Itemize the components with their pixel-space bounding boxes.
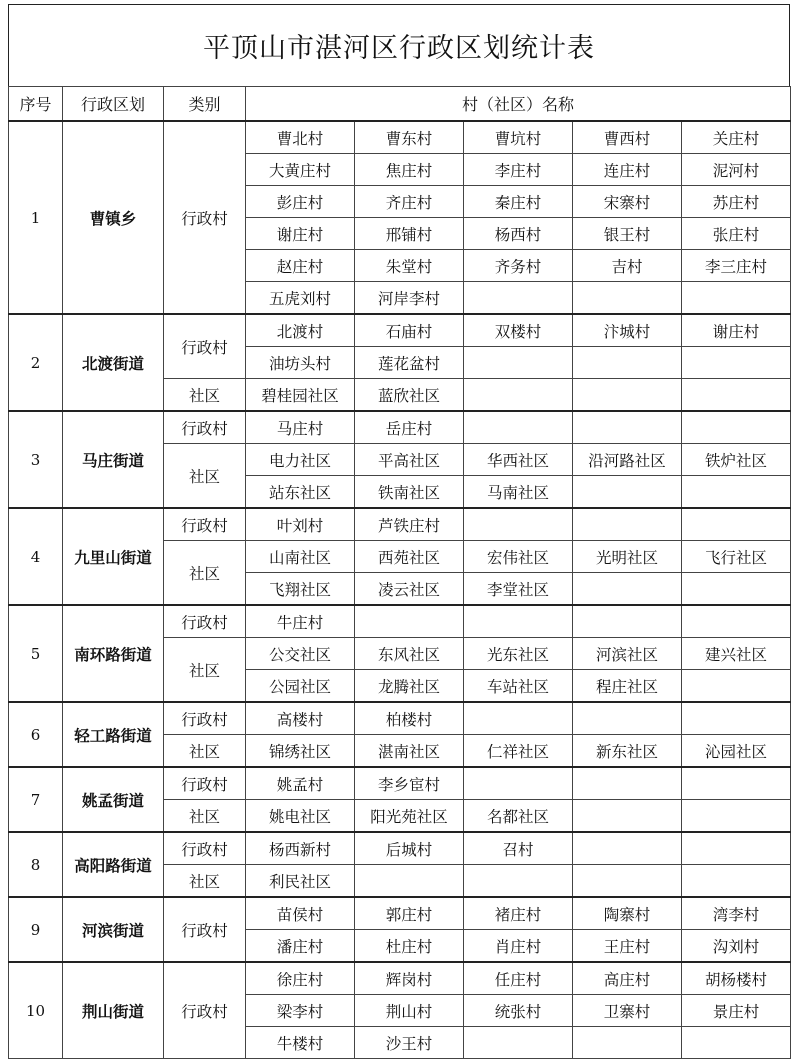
village-name-cell: 阳光苑社区 (355, 800, 464, 833)
category-cell: 行政村 (164, 962, 246, 1059)
village-name-cell: 焦庄村 (355, 154, 464, 186)
village-name-cell (573, 1027, 682, 1059)
village-name-cell: 彭庄村 (246, 186, 355, 218)
table-row (9, 314, 791, 347)
category-cell: 行政村 (164, 605, 246, 638)
village-name-cell: 银王村 (573, 218, 682, 250)
village-name-cell (573, 476, 682, 509)
table-row (9, 605, 791, 638)
village-name-cell: 苗侯村 (246, 897, 355, 930)
statistics-sheet (8, 4, 790, 1059)
village-name-cell: 马南社区 (464, 476, 573, 509)
village-name-cell: 齐务村 (464, 250, 573, 282)
village-name-cell (682, 508, 791, 541)
village-name-cell (573, 832, 682, 865)
table-row (9, 702, 791, 735)
village-name-cell: 莲花盆村 (355, 347, 464, 379)
village-name-cell: 汴城村 (573, 314, 682, 347)
village-name-cell (682, 702, 791, 735)
category-cell: 行政村 (164, 897, 246, 962)
village-name-cell: 牛楼村 (246, 1027, 355, 1059)
category-cell: 社区 (164, 638, 246, 703)
village-name-cell: 碧桂园社区 (246, 379, 355, 412)
category-cell: 社区 (164, 444, 246, 509)
village-name-cell (573, 605, 682, 638)
village-name-cell: 东风社区 (355, 638, 464, 670)
village-name-cell: 姚孟村 (246, 767, 355, 800)
village-name-cell: 邢铺村 (355, 218, 464, 250)
category-cell: 社区 (164, 800, 246, 833)
village-name-cell: 梁李村 (246, 995, 355, 1027)
village-name-cell: 叶刘村 (246, 508, 355, 541)
header-district: 行政区划 (63, 87, 164, 122)
division-table (8, 86, 791, 1059)
village-name-cell (573, 508, 682, 541)
village-name-cell: 关庄村 (682, 121, 791, 154)
village-name-cell: 齐庄村 (355, 186, 464, 218)
village-name-cell (682, 347, 791, 379)
village-name-cell (464, 411, 573, 444)
seq-cell: 6 (9, 702, 63, 767)
village-name-cell: 陶寨村 (573, 897, 682, 930)
village-name-cell: 沙王村 (355, 1027, 464, 1059)
village-name-cell: 光东社区 (464, 638, 573, 670)
village-name-cell (573, 573, 682, 606)
village-name-cell: 杨西村 (464, 218, 573, 250)
village-name-cell: 站东社区 (246, 476, 355, 509)
village-name-cell: 利民社区 (246, 865, 355, 898)
district-name-cell: 荆山街道 (63, 962, 164, 1059)
village-name-cell: 北渡村 (246, 314, 355, 347)
table-row (9, 897, 791, 930)
village-name-cell (573, 767, 682, 800)
village-name-cell: 公园社区 (246, 670, 355, 703)
village-name-cell: 后城村 (355, 832, 464, 865)
village-name-cell: 统张村 (464, 995, 573, 1027)
category-cell: 行政村 (164, 832, 246, 865)
category-cell: 社区 (164, 541, 246, 606)
village-name-cell: 车站社区 (464, 670, 573, 703)
village-name-cell: 油坊头村 (246, 347, 355, 379)
village-name-cell (464, 379, 573, 412)
village-name-cell (464, 865, 573, 898)
village-name-cell: 沿河路社区 (573, 444, 682, 476)
village-name-cell: 召村 (464, 832, 573, 865)
category-cell: 社区 (164, 735, 246, 768)
table-row (9, 411, 791, 444)
village-name-cell: 李庄村 (464, 154, 573, 186)
category-cell: 行政村 (164, 702, 246, 735)
village-name-cell: 蓝欣社区 (355, 379, 464, 412)
village-name-cell: 赵庄村 (246, 250, 355, 282)
category-cell: 社区 (164, 865, 246, 898)
district-name-cell: 北渡街道 (63, 314, 164, 411)
village-name-cell: 杜庄村 (355, 930, 464, 963)
village-name-cell: 电力社区 (246, 444, 355, 476)
village-name-cell: 铁炉社区 (682, 444, 791, 476)
village-name-cell (682, 605, 791, 638)
village-name-cell: 石庙村 (355, 314, 464, 347)
village-name-cell (573, 411, 682, 444)
table-row (9, 962, 791, 995)
village-name-cell: 朱堂村 (355, 250, 464, 282)
village-name-cell (464, 282, 573, 315)
category-cell: 行政村 (164, 314, 246, 379)
village-name-cell: 光明社区 (573, 541, 682, 573)
village-name-cell: 沟刘村 (682, 930, 791, 963)
village-name-cell: 岳庄村 (355, 411, 464, 444)
village-name-cell (355, 865, 464, 898)
village-name-cell: 宋寨村 (573, 186, 682, 218)
district-name-cell: 曹镇乡 (63, 121, 164, 314)
village-name-cell (682, 282, 791, 315)
village-name-cell: 平高社区 (355, 444, 464, 476)
village-name-cell: 曹东村 (355, 121, 464, 154)
village-name-cell: 吉村 (573, 250, 682, 282)
village-name-cell: 牛庄村 (246, 605, 355, 638)
seq-cell: 7 (9, 767, 63, 832)
village-name-cell (464, 605, 573, 638)
village-name-cell: 高庄村 (573, 962, 682, 995)
village-name-cell: 河滨社区 (573, 638, 682, 670)
village-name-cell (573, 800, 682, 833)
seq-cell: 10 (9, 962, 63, 1059)
village-name-cell: 河岸李村 (355, 282, 464, 315)
district-name-cell: 轻工路街道 (63, 702, 164, 767)
village-name-cell (682, 476, 791, 509)
village-name-cell (573, 379, 682, 412)
village-name-cell: 新东社区 (573, 735, 682, 768)
header-names: 村（社区）名称 (246, 87, 791, 122)
village-name-cell: 芦铁庄村 (355, 508, 464, 541)
village-name-cell (682, 573, 791, 606)
village-name-cell: 沁园社区 (682, 735, 791, 768)
header-seq: 序号 (9, 87, 63, 122)
category-cell: 社区 (164, 379, 246, 412)
village-name-cell: 公交社区 (246, 638, 355, 670)
district-name-cell: 南环路街道 (63, 605, 164, 702)
village-name-cell: 李乡宦村 (355, 767, 464, 800)
village-name-cell: 宏伟社区 (464, 541, 573, 573)
village-name-cell (464, 1027, 573, 1059)
table-body (9, 121, 791, 1059)
village-name-cell: 胡杨楼村 (682, 962, 791, 995)
page-title: 平顶山市湛河区行政区划统计表 (8, 4, 790, 86)
village-name-cell: 谢庄村 (246, 218, 355, 250)
village-name-cell: 凌云社区 (355, 573, 464, 606)
village-name-cell (464, 767, 573, 800)
district-name-cell: 高阳路街道 (63, 832, 164, 897)
seq-cell: 2 (9, 314, 63, 411)
district-name-cell: 姚孟街道 (63, 767, 164, 832)
table-row (9, 832, 791, 865)
village-name-cell: 名都社区 (464, 800, 573, 833)
village-name-cell (682, 1027, 791, 1059)
village-name-cell (682, 767, 791, 800)
village-name-cell: 张庄村 (682, 218, 791, 250)
village-name-cell (573, 865, 682, 898)
seq-cell: 8 (9, 832, 63, 897)
village-name-cell: 龙腾社区 (355, 670, 464, 703)
village-name-cell: 湾李村 (682, 897, 791, 930)
village-name-cell: 卫寨村 (573, 995, 682, 1027)
district-name-cell: 马庄街道 (63, 411, 164, 508)
seq-cell: 4 (9, 508, 63, 605)
village-name-cell: 辉岗村 (355, 962, 464, 995)
village-name-cell: 褚庄村 (464, 897, 573, 930)
village-name-cell (682, 411, 791, 444)
village-name-cell: 华西社区 (464, 444, 573, 476)
village-name-cell (682, 670, 791, 703)
village-name-cell (355, 605, 464, 638)
village-name-cell (573, 702, 682, 735)
village-name-cell: 飞翔社区 (246, 573, 355, 606)
village-name-cell: 仁祥社区 (464, 735, 573, 768)
village-name-cell: 潘庄村 (246, 930, 355, 963)
village-name-cell: 郭庄村 (355, 897, 464, 930)
village-name-cell: 任庄村 (464, 962, 573, 995)
village-name-cell (682, 800, 791, 833)
village-name-cell: 西苑社区 (355, 541, 464, 573)
seq-cell: 5 (9, 605, 63, 702)
village-name-cell: 飞行社区 (682, 541, 791, 573)
seq-cell: 3 (9, 411, 63, 508)
village-name-cell (573, 282, 682, 315)
table-row (9, 121, 791, 154)
category-cell: 行政村 (164, 767, 246, 800)
village-name-cell (573, 347, 682, 379)
village-name-cell: 柏楼村 (355, 702, 464, 735)
table-row (9, 508, 791, 541)
village-name-cell: 苏庄村 (682, 186, 791, 218)
header-category: 类别 (164, 87, 246, 122)
category-cell: 行政村 (164, 508, 246, 541)
village-name-cell: 曹北村 (246, 121, 355, 154)
header-row (9, 87, 791, 122)
district-name-cell: 九里山街道 (63, 508, 164, 605)
village-name-cell: 双楼村 (464, 314, 573, 347)
village-name-cell (682, 379, 791, 412)
village-name-cell (464, 347, 573, 379)
village-name-cell: 山南社区 (246, 541, 355, 573)
village-name-cell: 谢庄村 (682, 314, 791, 347)
village-name-cell: 大黄庄村 (246, 154, 355, 186)
village-name-cell: 姚电社区 (246, 800, 355, 833)
village-name-cell: 泥河村 (682, 154, 791, 186)
village-name-cell: 徐庄村 (246, 962, 355, 995)
village-name-cell: 湛南社区 (355, 735, 464, 768)
village-name-cell: 铁南社区 (355, 476, 464, 509)
district-name-cell: 河滨街道 (63, 897, 164, 962)
village-name-cell: 李三庄村 (682, 250, 791, 282)
village-name-cell: 高楼村 (246, 702, 355, 735)
village-name-cell: 杨西新村 (246, 832, 355, 865)
village-name-cell: 曹坑村 (464, 121, 573, 154)
seq-cell: 1 (9, 121, 63, 314)
seq-cell: 9 (9, 897, 63, 962)
village-name-cell (464, 508, 573, 541)
village-name-cell: 景庄村 (682, 995, 791, 1027)
village-name-cell: 李堂社区 (464, 573, 573, 606)
village-name-cell: 连庄村 (573, 154, 682, 186)
village-name-cell: 曹西村 (573, 121, 682, 154)
village-name-cell: 建兴社区 (682, 638, 791, 670)
village-name-cell (682, 865, 791, 898)
category-cell: 行政村 (164, 411, 246, 444)
village-name-cell: 肖庄村 (464, 930, 573, 963)
village-name-cell: 五虎刘村 (246, 282, 355, 315)
table-row (9, 767, 791, 800)
village-name-cell: 秦庄村 (464, 186, 573, 218)
category-cell: 行政村 (164, 121, 246, 314)
village-name-cell (682, 832, 791, 865)
village-name-cell: 荆山村 (355, 995, 464, 1027)
village-name-cell: 王庄村 (573, 930, 682, 963)
village-name-cell: 马庄村 (246, 411, 355, 444)
village-name-cell: 程庄社区 (573, 670, 682, 703)
village-name-cell (464, 702, 573, 735)
village-name-cell: 锦绣社区 (246, 735, 355, 768)
